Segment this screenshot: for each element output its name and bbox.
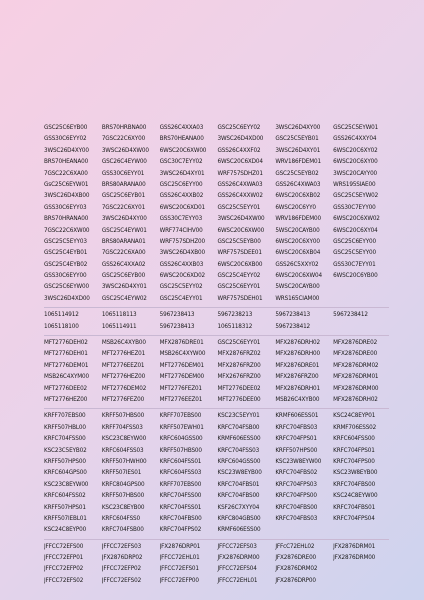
part-number: MFT2776HEZ01	[101, 351, 146, 358]
part-number: MFT2776HEZ00	[101, 374, 146, 381]
part-number: GSC26C4EYW00	[101, 159, 147, 166]
part-number: 1065114911	[101, 323, 137, 330]
part-number: 5967238412	[333, 312, 368, 319]
part-number: KRFC704FPS02	[159, 527, 202, 534]
part-number: GSC25C6EYB00	[101, 273, 146, 280]
part-number: JFFCC72EFP02	[101, 566, 141, 573]
part-number: GSC25C6EYY00	[159, 181, 203, 188]
part-number: BRS70HEANA00	[44, 159, 89, 166]
part-number: KRFC704FPS00	[275, 493, 317, 500]
part-number: MFX2876DRE00	[333, 351, 378, 358]
part-number: 6WSC20C6XB02	[275, 193, 321, 200]
part-number	[333, 282, 389, 293]
part-number: KRFF507HBL00	[44, 424, 86, 431]
part-number: JFFCC72EFS03	[101, 543, 142, 550]
part-number: JFFCC72EHL01	[159, 555, 200, 562]
part-number: WRF757SDHZ01	[217, 170, 263, 177]
part-number: KSC23W8EYW00	[275, 458, 322, 465]
part-number: MFT2776EEZ01	[101, 362, 145, 369]
part-number: MFX2676FRZ00	[217, 374, 261, 381]
part-number: GSS30C7EYY01	[333, 261, 376, 268]
part-number: 7GSC22C6XA00	[101, 250, 146, 257]
part-number: GSC25C5EYB02	[275, 170, 319, 177]
part-number: 6WSC20C6XW02	[333, 216, 380, 223]
part-number: JFX2876DRP01	[159, 543, 201, 550]
part-number: MFT2776DEE02	[217, 385, 261, 392]
part-number: KRFF507HBS00	[159, 447, 202, 454]
parts-blocks	[44, 123, 389, 587]
part-number: JFFCC72EFP01	[44, 555, 84, 562]
part-number: KRFC704FBS00	[333, 481, 376, 488]
part-number: MFT2776DEH01	[44, 351, 88, 358]
part-number: MFX2876DRM02	[333, 362, 379, 369]
part-number: WRF774CIHV00	[159, 227, 203, 234]
part-number: GSS26C4XXF02	[217, 147, 261, 154]
part-number: 1065114912	[44, 312, 79, 319]
part-number: JFFCC72EFP02	[44, 566, 84, 573]
part-number: 6WSC20C6XW00	[159, 147, 207, 154]
part-number: KRFF704FSS03	[101, 424, 143, 431]
part-number: GsC25C6EYW01	[44, 181, 89, 188]
part-number: KSC24C8EYP01	[333, 413, 376, 420]
part-number: GSC25C5EYY01	[217, 204, 261, 211]
part-number	[333, 564, 389, 575]
part-number: JFFCC72EFS03	[217, 543, 257, 550]
part-number: GSC25C6EYB00	[44, 125, 88, 131]
part-number: KRFC804GBS00	[217, 515, 261, 522]
part-number: MFT2776DEE02	[44, 385, 88, 392]
part-number: KRFC704FSS01	[159, 504, 202, 511]
part-number: KRFC704FBS02	[275, 470, 318, 477]
part-number: JFFCC72EFP00	[159, 577, 199, 584]
part-number: 3WSC26D4XY01	[275, 147, 321, 154]
part-number: KSC23C8EYW00	[44, 481, 89, 488]
part-number: KRFC604FSS03	[159, 470, 202, 477]
part-number: JFX2876DRE00	[275, 555, 317, 562]
part-number: GSC25C4EYW01	[101, 227, 147, 234]
part-number: 3WSC26D4XY01	[159, 170, 205, 177]
part-number: GSC25C5EYW02	[333, 193, 379, 200]
part-number: JFFCC72EFS02	[101, 577, 142, 584]
part-number	[333, 576, 389, 587]
part-number-block	[44, 123, 389, 305]
part-number: MFT2776FEZ01	[159, 385, 202, 392]
part-number: MFX2876DRM01	[333, 374, 379, 381]
part-number: MFT2776DEM02	[101, 385, 147, 392]
part-number: MFT2776FEZ00	[101, 396, 145, 403]
part-number: GSS30C6EYY00	[44, 273, 87, 280]
part-number: WRF757SDEH01	[217, 295, 263, 302]
part-number: KRFF707EBS00	[159, 413, 202, 420]
section-divider	[44, 335, 389, 336]
part-number: GSC25C6EYY00	[333, 238, 376, 245]
part-number: MSB26C4XYB00	[275, 396, 320, 403]
part-number: MFT2776DEM00	[159, 374, 205, 381]
part-number: GSS26C4XXY04	[333, 136, 377, 143]
part-number: MFX2876DRE02	[333, 340, 378, 347]
part-number: KSC24C8EYP00	[44, 527, 87, 534]
part-number: 6WSC20C6XD01	[159, 204, 206, 211]
part-number: KRFC704FBS03	[275, 515, 318, 522]
part-number: KRFC604FSS01	[159, 458, 202, 465]
part-number: MFX2876DRM00	[333, 385, 379, 392]
part-number: BRS70HRBNA00	[101, 125, 147, 131]
part-number: KSC23W8EYB00	[217, 470, 262, 477]
part-number: BRS80ARANA01	[101, 238, 146, 245]
part-number: MSB26C4XYB00	[101, 340, 146, 347]
part-number: GSC25C5EYB00	[217, 238, 261, 245]
part-number: 6WSC20C6XB04	[275, 250, 321, 257]
part-number: 5967238213	[217, 312, 253, 319]
section-divider	[44, 539, 389, 540]
part-number: GSC25C6EYY01	[217, 340, 261, 347]
part-number: MFT2776DEH02	[44, 340, 88, 347]
part-number: GSS30C6EYY03	[44, 204, 87, 211]
part-number: 6WSC20C6XY04	[333, 227, 378, 234]
part-number: MFX2876DRH00	[275, 351, 320, 358]
part-number	[333, 294, 389, 305]
part-number: 3WSC26D4XY00	[101, 216, 147, 223]
part-number: JFX2876DRP02	[101, 555, 143, 562]
part-number: KRMF606ESS00	[217, 527, 261, 534]
part-number: 3WSC26D4XY00	[275, 125, 321, 131]
part-number: KRFC704FBS00	[275, 504, 318, 511]
part-number: KSC23C5EYY01	[217, 413, 260, 420]
part-number: KRFC704FSS00	[44, 436, 86, 443]
part-number: WRV186FDEM01	[275, 159, 321, 166]
part-number: 3WSC26D4XD00	[217, 136, 264, 143]
part-number: GSC25C4EYB01	[44, 250, 88, 257]
part-number: KRFF507HPS00	[44, 458, 86, 465]
part-number: GSS26C4XXW02	[217, 193, 263, 200]
part-number: 6WSC20C6XY00	[333, 159, 378, 166]
part-number: KRFF507HPS01	[44, 504, 86, 511]
part-number: GSC25C4EYW02	[101, 295, 147, 302]
part-number: MFX2876FRZ00	[275, 374, 319, 381]
part-number: KRMF706ESS02	[333, 424, 377, 431]
part-number: KRFC704FPS01	[275, 436, 317, 443]
part-number: MFX2876FRZ02	[217, 351, 261, 358]
part-number: 5967238413	[159, 323, 195, 330]
part-number	[333, 322, 389, 333]
section-divider	[44, 307, 389, 308]
part-number-block	[44, 411, 389, 536]
part-number: GSS30C7EYY00	[333, 204, 376, 211]
part-number: KRFC704FBS00	[217, 493, 260, 500]
part-number: MFT2776DEM01	[159, 362, 205, 369]
part-number: KSF26C7XYY04	[217, 504, 260, 511]
part-number: MSB26C4XYM00	[44, 374, 89, 381]
part-number: KSC23C8EYB00	[101, 504, 145, 511]
part-number: KSC23C5EYB02	[44, 447, 87, 454]
part-number: JFFCC72EFS01	[159, 566, 199, 573]
part-number: 5WSC20CAYB00	[275, 284, 320, 291]
part-number: MFX2876DRE01	[275, 362, 320, 369]
parts-catalog	[44, 123, 389, 587]
part-number: GSS26C4XXB02	[159, 193, 204, 200]
part-number-block	[44, 310, 389, 333]
part-number: 1065118113	[101, 312, 137, 319]
part-number: KRFC604FSS02	[44, 493, 86, 500]
part-number: JFFCC72EFS04	[217, 566, 257, 573]
part-number: 3WSC20CAYY00	[333, 170, 378, 177]
part-number: BRS70HEANA00	[159, 136, 204, 143]
part-number: GSC25C6EYY01	[217, 284, 261, 291]
part-number: 3WSC26D4XB00	[44, 193, 90, 200]
part-number: 3WSC26D4XY00	[44, 147, 89, 154]
part-number: 6WSC20C6XD04	[217, 159, 263, 166]
part-number: JFFcC72EHL02	[275, 543, 315, 550]
part-number: KRFF507IEBL01	[44, 515, 87, 522]
part-number: KRFC704FSS00	[159, 493, 202, 500]
part-number: KRFC604FSS0	[101, 515, 140, 522]
part-number: GSC25C5EYY03	[44, 238, 87, 245]
part-number: GSC25C6EYY02	[217, 125, 261, 131]
part-number: KRFF507HBS00	[101, 413, 145, 420]
part-number: MFX2876FRZ00	[217, 362, 261, 369]
part-number: GSC25C6EYW00	[44, 284, 89, 291]
part-number: MFX2876DRE01	[159, 340, 204, 347]
part-number: KRFC704FBS01	[217, 481, 260, 488]
part-number: 3WSC26D4XB00	[159, 250, 205, 257]
part-number: GSC30C7EYY02	[159, 159, 203, 166]
part-number: MFX2876DRH01	[275, 385, 320, 392]
part-number: KRFF507HBS00	[101, 493, 145, 500]
part-number: KRFF707EBS00	[159, 481, 202, 488]
part-number: KRFC604FSS00	[333, 436, 375, 443]
part-number: KRMF606ESS01	[275, 413, 319, 420]
part-number-block	[44, 338, 389, 406]
part-number: 6WSC20C6XY02	[333, 147, 378, 154]
part-number: MFT2776DEM01	[44, 362, 89, 369]
part-number: GSC25C5EYY02	[159, 284, 203, 291]
part-number: KSC24C8EYW00	[333, 493, 378, 500]
part-number: GSS26C4XWA03	[275, 181, 321, 188]
part-number: JFX2876DRM02	[275, 566, 318, 573]
part-number: KRFC804GPS00	[101, 481, 145, 488]
part-number: 1065118312	[217, 323, 253, 330]
part-number	[333, 525, 389, 536]
part-number: GSS30C6EYY02	[44, 136, 87, 143]
part-number: GSS26C4XXA02	[101, 261, 146, 268]
part-number: MFT2776HEZ00	[44, 396, 88, 403]
part-number: WRS195SIAE00	[333, 181, 376, 188]
part-number: KRFC704FBS01	[333, 504, 376, 511]
part-number: JFX2876DRM00	[333, 555, 376, 562]
part-number: 5967238413	[275, 312, 311, 319]
part-number: 6WSC20C6XY00	[275, 238, 320, 245]
part-number: 6WSC20C6XB00	[217, 261, 263, 268]
part-number: KRMF606ESS00	[217, 436, 261, 443]
part-number: JFFCC72EFS02	[44, 577, 84, 584]
part-number: 3WSC26D4XY01	[101, 284, 147, 291]
part-number: KRFF507HPS00	[275, 447, 318, 454]
part-number: KRFC704FPS04	[333, 515, 375, 522]
part-number: JFX2876DRM01	[333, 543, 376, 550]
part-number: KSC23C8EYW00	[101, 436, 147, 443]
part-number: KRFC604GPS00	[44, 470, 87, 477]
part-number: GSS26C4XWA03	[217, 181, 263, 188]
part-number: KRFF707EBS00	[44, 413, 86, 420]
part-number: JFFCC72EHL01	[217, 577, 258, 584]
part-number: WRV186FDEM00	[275, 216, 321, 223]
part-number: GSC25C5EYW01	[333, 125, 379, 131]
part-number: MFT2776EEZ01	[159, 396, 203, 403]
part-number: JFFCC72EFS00	[44, 543, 84, 550]
part-number: BRS80ARANA00	[101, 181, 146, 188]
part-number: JFX2876DRP00	[275, 577, 316, 584]
part-number: WRF757SDEE01	[217, 250, 262, 257]
part-number: GSC25C5EYY00	[333, 250, 376, 257]
part-number: 6WSC20C6YB00	[333, 273, 378, 280]
part-number-block	[44, 542, 389, 588]
part-number: KSC23W8EYB00	[333, 470, 378, 477]
part-number: 6WSC20C6YY0	[275, 204, 316, 211]
part-number: 3WSC26D4XW00	[217, 216, 265, 223]
part-number: GSS30C6EYY01	[101, 170, 145, 177]
part-number: KRFC704FPS03	[275, 481, 317, 488]
part-number: 6WSC20C6XD02	[159, 273, 206, 280]
part-number: MFT2776DEE00	[217, 396, 261, 403]
part-number: KRFC604GSS00	[217, 458, 261, 465]
part-number: KRFF507EWH01	[159, 424, 204, 431]
part-number: GSC25C4EYY02	[217, 273, 261, 280]
part-number: 5967238412	[275, 323, 311, 330]
part-number: KRFC604FSS03	[101, 447, 144, 454]
part-number: GSC25C4EYB02	[44, 261, 88, 268]
part-number: MFX2876DRH02	[333, 396, 378, 403]
part-number: 6WSC20C6XW04	[275, 273, 322, 280]
part-number: GSC25C5EYB01	[275, 136, 319, 143]
part-number: 3WSC26D4XW00	[101, 147, 149, 154]
part-number: KRFF507IES01	[101, 470, 142, 477]
part-number: KRFC704FBS00	[159, 515, 202, 522]
part-number: 3WSC26D4XD00	[44, 295, 90, 302]
part-number: WRF757SDHZ00	[159, 238, 205, 245]
part-number: 7GSC22C6XY00	[101, 136, 146, 143]
part-number: GSS30C7EYY03	[159, 216, 203, 223]
part-number	[275, 525, 331, 536]
part-number: WRS165CIAM00	[275, 295, 320, 302]
part-number: 1065118100	[44, 323, 79, 330]
part-number: JFX2876DRM00	[217, 555, 260, 562]
part-number: 7GSC22C6XA00	[44, 170, 88, 177]
part-number: 7GSC22C6XY01	[101, 204, 146, 211]
part-number: KRFC604GSS00	[159, 436, 203, 443]
part-number: 5WSC20CAYB00	[275, 227, 320, 234]
part-number: 7GSC22C6XW00	[44, 227, 90, 234]
part-number: KRFC704FPS01	[333, 447, 375, 454]
part-number: GSC25C4EYY01	[159, 295, 203, 302]
part-number: KRFC704FSB00	[101, 527, 144, 534]
part-number: KRFC704FPS00	[333, 458, 375, 465]
part-number: KRFC704FSB00	[217, 424, 260, 431]
part-number: 5967238413	[159, 312, 195, 319]
part-number: MFX2876DRH02	[275, 340, 320, 347]
part-number: GSC25C6EYB01	[101, 193, 146, 200]
section-divider	[44, 408, 389, 409]
part-number: BRS70HRANA00	[44, 216, 89, 223]
part-number: GSS26C5XXY02	[275, 261, 319, 268]
part-number: KRFC704FBS03	[275, 424, 318, 431]
part-number: MSB26C4XYW00	[159, 351, 206, 358]
part-number: GSS26C4XXB03	[159, 261, 204, 268]
part-number: KRFC704FSS03	[217, 447, 260, 454]
part-number: 6WSC20C6XW00	[217, 227, 265, 234]
part-number: GSS26C4XXA03	[159, 125, 204, 131]
part-number: KRFF507HWH00	[101, 458, 147, 465]
